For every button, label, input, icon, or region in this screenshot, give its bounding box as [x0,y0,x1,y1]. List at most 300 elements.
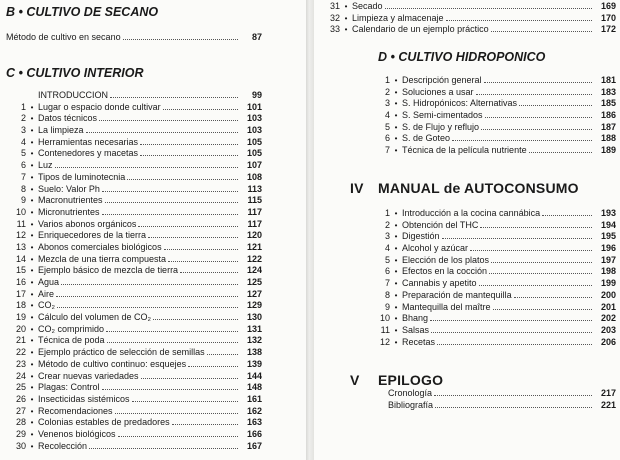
toc-entry-title: Luz [38,160,53,171]
toc-entry [6,102,262,114]
toc-entry-page: 167 [246,440,262,451]
toc-entry-title: Tipos de luminotecnia [38,171,126,182]
toc-entry-number: 2 [384,219,390,230]
toc-entry-page: 105 [246,148,262,159]
toc-entry [388,388,616,400]
leader-dots [442,238,592,239]
bullet: • [30,161,34,171]
section-letter: C [6,66,16,80]
bullet: • [394,209,398,218]
bullet: • [394,87,398,97]
toc-entry [6,382,262,394]
toc-entry [6,90,262,102]
chapter-iv-heading [350,180,579,196]
toc-entry [6,265,262,277]
toc-entry-number: 14 [15,253,26,264]
bullet: • [394,255,398,265]
leader-dots [188,366,238,367]
toc-entry-number: 3 [20,125,26,136]
toc-entry [6,312,262,324]
toc-entry-page: 170 [600,12,616,23]
toc-entry-title: Herramientas necesarias [38,136,139,147]
bullet: • [30,196,34,206]
section-b-heading [6,5,158,19]
toc-entry-title: Contenedores y macetas [38,148,139,159]
bullet: • [394,146,398,156]
bullet: • [30,242,34,252]
toc-entry-page: 132 [246,335,262,346]
bullet: • [30,301,34,311]
toc-entry-title: Varios abonos orgánicos [38,218,137,229]
bullet: • [30,207,34,217]
toc-entry [6,254,262,266]
toc-entry-title: Recetas [402,336,436,347]
bullet: • [30,102,34,112]
toc-entry-page: 144 [246,370,262,381]
bullet: • [344,25,348,35]
bullet: • [30,219,34,229]
chapter-title: MANUAL de AUTOCONSUMO [378,180,579,196]
toc-entry [6,406,262,418]
toc-entry [6,417,262,429]
toc-entry-title: Cronología [388,388,433,398]
bullet: • [30,126,34,136]
leader-dots [118,436,238,437]
left-page [0,0,306,460]
toc-entry [370,98,616,110]
toc-entry-title: S. Hidropónicos: Alternativas [402,98,518,109]
toc-entry-title: Mantequilla del maître [402,301,491,312]
bullet: • [30,184,34,194]
toc-entry-title: Método de cultivo continuo: esquejes [38,358,187,369]
leader-dots [102,214,238,215]
toc-entry-number: 11 [16,218,26,229]
toc-entry-title: Alcohol y azúcar [402,243,469,254]
toc-entry [6,125,262,137]
toc-entry [370,75,616,87]
bullet: • [394,232,398,242]
toc-entry-page: 125 [246,277,262,287]
toc-entry-page: 121 [246,241,262,252]
toc-entry-page: 103 [246,113,262,124]
toc-entry-page: 185 [600,98,616,109]
toc-entry [6,172,262,184]
leader-dots [529,152,592,153]
leader-dots [484,82,592,83]
toc-entry-page: 197 [600,254,616,265]
bullet: • [394,220,398,230]
toc-entry [370,313,616,325]
section-title: CULTIVO HIDROPONICO [398,50,546,64]
toc-entry [370,337,616,349]
leader-dots [470,250,592,251]
section-d-heading [378,50,545,64]
toc-entry-number: 26 [15,393,26,404]
toc-entry-page: 206 [600,336,616,347]
bullet: • [30,289,34,299]
toc-entry-title: Preparación de mantequilla [402,289,512,300]
bullet: • [30,348,34,358]
leader-dots [55,167,238,168]
toc-entry-page: 198 [600,266,616,277]
section-c-heading [6,66,144,80]
toc-entry-page: 200 [600,289,616,300]
toc-entry [6,277,262,289]
toc-entry [6,113,262,125]
bullet: • [30,313,34,323]
toc-entry-page: 163 [246,417,262,428]
leader-dots [141,378,238,379]
toc-entry-number: 9 [384,301,390,312]
toc-entry-number: 31 [329,1,340,11]
toc-entry-number: 23 [15,358,26,369]
toc-entry-number: 13 [15,241,26,252]
leader-dots [514,297,592,298]
toc-entry-title: Cálculo del volumen de CO₂ [38,312,152,323]
toc-entry-number: 7 [384,278,390,289]
section-c-list [6,90,262,452]
toc-entry [370,266,616,278]
toc-entry-title: Micronutrientes [38,206,100,217]
toc-entry-page: 189 [600,145,616,156]
bullet: • [18,66,23,80]
leader-dots [102,389,238,390]
toc-entry-title: Ejemplo básico de mezcla de tierra [38,265,179,276]
leader-dots [107,342,238,343]
toc-entry-title: Mezcla de una tierra compuesta [38,253,167,264]
toc-entry-page: 181 [600,75,616,85]
leader-dots [56,296,238,297]
toc-entry-title: Efectos en la cocción [402,266,488,277]
toc-entry [6,195,262,207]
toc-entry-page: 193 [600,208,616,218]
toc-entry-page: 117 [247,218,262,229]
bullet: • [394,76,398,85]
toc-entry-page: 87 [251,32,262,42]
toc-entry [320,24,616,36]
leader-dots [491,31,592,32]
toc-entry-number: 30 [15,440,26,451]
leader-dots [481,129,592,130]
leader-dots [99,120,238,121]
toc-entry-title: Bibliografía [388,399,434,410]
toc-entry-page: 139 [246,358,262,369]
bullet: • [30,371,34,381]
toc-entry-number: 8 [20,183,26,194]
bullet: • [394,111,398,121]
toc-entry-number: 29 [15,428,26,439]
toc-entry-title: Técnica de poda [38,335,105,346]
toc-entry-page: 117 [247,206,262,217]
toc-entry-number: 10 [15,206,26,217]
toc-entry-number: 21 [15,335,26,346]
leader-dots [138,226,238,227]
toc-entry [6,242,262,254]
toc-entry [370,290,616,302]
toc-entry-page: 194 [600,219,616,230]
toc-entry [6,207,262,219]
toc-entry-title: Elección de los platos [402,254,490,265]
bullet: • [30,149,34,159]
toc-entry [6,359,262,371]
leader-dots [430,320,592,321]
bullet: • [344,2,348,11]
toc-entry-page: 217 [600,388,616,398]
bullet: • [30,394,34,404]
toc-entry-page: 161 [246,393,262,404]
toc-entry-title: Venenos biológicos [38,428,116,439]
toc-entry [6,324,262,336]
leader-dots [431,332,592,333]
leader-dots [172,424,238,425]
toc-entry-number: 8 [384,289,390,300]
toc-entry-page: 107 [246,160,262,171]
toc-entry-page: 129 [246,300,262,311]
toc-entry-page: 221 [600,399,616,410]
leader-dots [519,105,592,106]
bullet: • [30,418,34,428]
toc-entry-number: 24 [15,370,26,381]
bullet: • [30,254,34,264]
toc-entry-title: Digestión [402,231,440,242]
leader-dots [123,39,238,40]
toc-entry-number: 27 [15,405,26,416]
leader-dots [168,261,238,262]
leader-dots [140,155,238,156]
toc-entry-title: Lugar o espacio donde cultivar [38,101,161,112]
leader-dots [479,285,592,286]
toc-entry-number: 4 [384,110,390,121]
toc-entry-title: Abonos comerciales biológicos [38,241,162,252]
leader-dots [163,109,238,110]
leader-dots [164,249,238,250]
toc-entry-title: Recolección [38,440,88,451]
bullet: • [394,244,398,254]
toc-entry-title: Descripción general [402,75,482,85]
toc-entry-page: 183 [600,86,616,97]
toc-entry-title: CO₂ comprimido [38,323,105,334]
leader-dots [485,117,592,118]
toc-entry-title: Técnica de la película nutriente [402,145,527,156]
toc-entry-number: 9 [20,195,26,206]
toc-entry-number: 25 [15,382,26,393]
toc-entry-number: 18 [15,300,26,311]
toc-entry-title: Insecticidas sistémicos [38,393,130,404]
bullet: • [30,383,34,393]
toc-entry-number: 5 [20,148,26,159]
toc-entry [6,219,262,231]
toc-entry [370,133,616,145]
leader-dots [385,8,592,9]
toc-entry [6,184,262,196]
toc-entry-title: Aire [38,288,55,299]
toc-entry-number: 22 [15,347,26,358]
toc-entry-title: S. de Flujo y reflujo [402,121,480,132]
section-d-list [370,75,616,157]
leader-dots [102,191,238,192]
toc-entry-page: 203 [600,324,616,335]
toc-entry-page: 196 [600,243,616,254]
toc-entry-page: 169 [600,1,616,11]
toc-entry-page: 201 [600,301,616,312]
toc-entry-number: 3 [384,98,390,109]
toc-entry-title: Calendario de un ejemplo práctico [352,24,489,35]
section-title: CULTIVO INTERIOR [26,66,144,80]
toc-entry-number: 4 [384,243,390,254]
toc-entry-number: 3 [384,231,390,242]
toc-entry-title: Secado [352,1,383,11]
toc-entry [370,145,616,157]
toc-entry [370,243,616,255]
bullet: • [30,114,34,124]
right-page [314,0,620,460]
bullet: • [30,137,34,147]
leader-dots [105,202,238,203]
leader-dots [434,395,592,396]
bullet: • [30,172,34,182]
bullet: • [30,278,34,287]
leader-dots [115,413,238,414]
leader-dots [180,272,238,273]
chapter-v-heading [350,372,443,388]
toc-entry-title: Macronutrientes [38,195,103,206]
toc-entry-page: 113 [247,183,262,194]
leader-dots [132,401,238,402]
toc-entry-title: Método de cultivo en secano [6,32,121,42]
bullet: • [394,314,398,324]
toc-entry-title: S. Semi-cimentados [402,110,483,121]
toc-entry-number: 12 [379,336,390,347]
bullet: • [394,99,398,109]
toc-entry-number: 5 [384,121,390,132]
toc-entry [6,394,262,406]
toc-entry [370,278,616,290]
toc-entry-page: 166 [246,428,262,439]
toc-entry-title: Salsas [402,324,430,335]
leader-dots [89,448,238,449]
toc-entry [6,148,262,160]
toc-entry [370,208,616,220]
bullet: • [394,122,398,132]
toc-entry [6,441,262,453]
section-c-continued-list [320,1,616,36]
toc-entry-page: 188 [600,133,616,144]
toc-entry-page: 138 [246,347,262,358]
toc-entry-page: 202 [600,313,616,324]
section-letter: D [378,50,388,64]
toc-entry [6,300,262,312]
toc-entry [6,230,262,242]
leader-dots [489,273,592,274]
toc-entry-title: Soluciones a usar [402,86,474,97]
bullet: • [30,359,34,369]
toc-entry [6,429,262,441]
bullet: • [394,290,398,300]
leader-dots [106,331,238,332]
leader-dots [480,227,592,228]
toc-entry-number: 6 [384,266,390,277]
toc-entry-number: 28 [15,417,26,428]
section-b-list [6,32,262,44]
toc-entry [320,13,616,25]
toc-entry-title: INTRODUCCION [38,90,108,100]
bullet: • [30,429,34,439]
toc-entry [370,220,616,232]
toc-entry [6,137,262,149]
toc-entry-number: 12 [15,230,26,241]
toc-entry-page: 148 [246,382,262,393]
leader-dots [148,237,238,238]
toc-entry-number: 11 [380,324,390,335]
toc-entry-page: 187 [600,121,616,132]
toc-entry-page: 162 [246,405,262,416]
toc-entry-page: 172 [600,24,616,35]
leader-dots [207,354,238,355]
leader-dots [491,262,592,263]
toc-entry-page: 122 [246,253,262,264]
toc-entry-title: Obtención del THC [402,219,479,230]
toc-entry-title: Introducción a la cocina cannábica [402,208,541,218]
bullet: • [30,266,34,276]
toc-entry-number: 1 [384,208,390,218]
toc-entry [6,32,262,44]
toc-entry-page: 103 [246,125,262,136]
toc-entry [6,371,262,383]
toc-entry [370,325,616,337]
bullet: • [30,406,34,416]
toc-entry-number: 10 [379,313,390,324]
leader-dots [140,144,238,145]
toc-entry-page: 195 [600,231,616,242]
toc-entry [6,347,262,359]
leader-dots [57,307,238,308]
toc-entry-number: 33 [329,24,340,35]
toc-entry-number: 1 [20,101,26,112]
bullet: • [394,325,398,335]
toc-entry [320,1,616,13]
toc-entry-number: 7 [384,145,390,156]
leader-dots [437,344,592,345]
toc-entry-number: 17 [15,288,26,299]
chapter-iv-list [370,208,616,348]
toc-entry-title: Ejemplo práctico de selección de semillas [38,347,205,358]
toc-entry-title: Enriquecedores de la tierra [38,230,147,241]
toc-entry-title: CO₂ [38,300,55,311]
toc-entry-page: 105 [246,136,262,147]
toc-entry-page: 108 [246,171,262,182]
bullet: • [394,302,398,312]
toc-entry [370,231,616,243]
toc-entry-page: 199 [600,278,616,289]
bullet: • [394,134,398,144]
bullet: • [394,279,398,289]
leader-dots [493,309,592,310]
bullet: • [30,336,34,346]
toc-entry-number: 6 [20,160,26,171]
section-letter: B [6,5,16,19]
toc-entry [370,87,616,99]
leader-dots [446,20,592,21]
leader-dots [153,319,238,320]
toc-entry-title: Datos técnicos [38,113,98,124]
toc-entry-number: 20 [15,323,26,334]
toc-entry-page: 101 [246,101,262,112]
toc-entry [370,110,616,122]
leader-dots [61,284,238,285]
toc-entry-number: 4 [20,136,26,147]
toc-entry-page: 130 [246,312,262,323]
toc-entry-title: Crear nuevas variedades [38,370,139,381]
